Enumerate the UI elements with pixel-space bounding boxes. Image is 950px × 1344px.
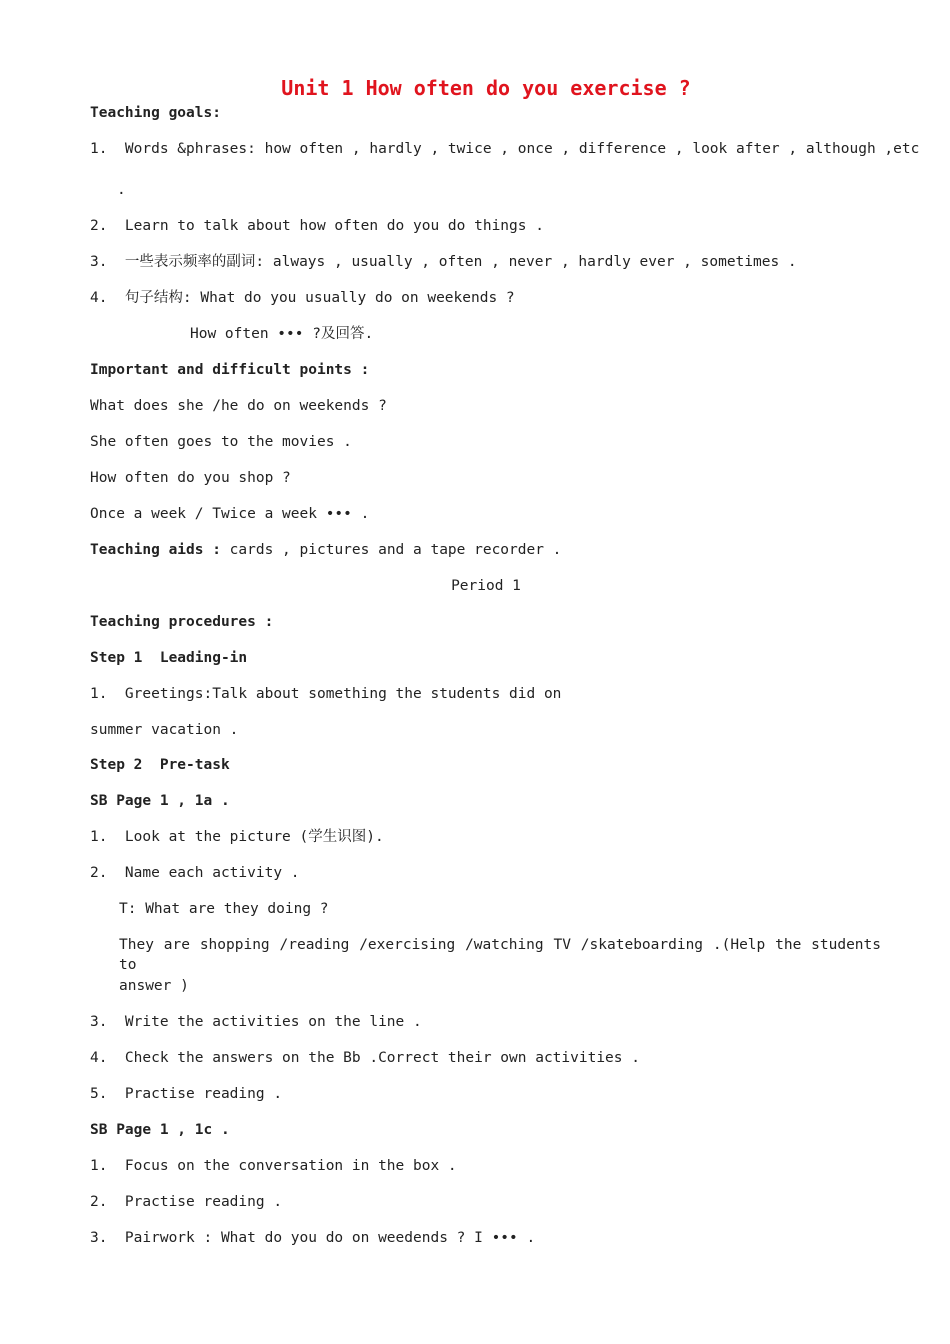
point-item-2: She often goes to the movies . [90, 434, 352, 450]
goal-item-3: 3. 一些表示频率的副词: always , usually , often , never , hardly ever , sometimes . [90, 254, 797, 270]
aids-text: cards , pictures and a tape recorder . [220, 542, 562, 558]
step1-item-1-continued: summer vacation . [90, 722, 239, 738]
goal-item-4: 4. 句子结构: What do you usually do on weekends ? [90, 290, 515, 306]
point-item-4: Once a week / Twice a week ••• . [90, 506, 370, 522]
sb-1a-heading: SB Page 1 , 1a . [90, 793, 230, 809]
goals-heading: Teaching goals: [90, 105, 221, 121]
sb-1a-item-3: 3. Write the activities on the line . [90, 1014, 422, 1030]
step2-heading: Step 2 Pre-task [90, 757, 230, 773]
sb-1c-item-1: 1. Focus on the conversation in the box . [90, 1158, 457, 1174]
point-item-3: How often do you shop ? [90, 470, 291, 486]
sb-1a-teacher-question: T: What are they doing ? [119, 901, 329, 917]
period-heading: Period 1 [451, 578, 521, 594]
sb-1a-answer-continued: answer ) [119, 978, 189, 994]
sb-1c-heading: SB Page 1 , 1c . [90, 1122, 230, 1138]
goal-item-4-sub: How often ••• ?及回答. [190, 326, 374, 342]
step1-heading: Step 1 Leading-in [90, 650, 248, 666]
sb-1a-item-1: 1. Look at the picture (学生识图). [90, 829, 384, 845]
procedures-heading: Teaching procedures : [90, 614, 274, 630]
sb-1c-item-3: 3. Pairwork : What do you do on weedends ? I ••• . [90, 1230, 536, 1246]
sb-1a-item-5: 5. Practise reading . [90, 1086, 283, 1102]
document-title: Unit 1 How often do you exercise ? [281, 76, 691, 100]
aids-line [90, 540, 561, 560]
aids-label: Teaching aids : [90, 542, 221, 558]
goal-item-2: 2. Learn to talk about how often do you do things . [90, 218, 544, 234]
goal-item-1-continued: . [117, 182, 126, 198]
sb-1c-item-2: 2. Practise reading . [90, 1194, 283, 1210]
sb-1a-item-2: 2. Name each activity . [90, 865, 300, 881]
step1-item-1: 1. Greetings:Talk about something the students did on [90, 686, 562, 702]
sb-1a-answer: They are shopping /reading /exercising /watching TV /skateboarding .(Help the students to [119, 937, 881, 973]
points-heading: Important and difficult points : [90, 362, 370, 378]
goal-item-1: 1. Words &phrases: how often , hardly , twice , once , difference , look after , although ,etc [90, 141, 920, 157]
sb-1a-item-4: 4. Check the answers on the Bb .Correct their own activities . [90, 1050, 640, 1066]
point-item-1: What does she /he do on weekends ? [90, 398, 387, 414]
